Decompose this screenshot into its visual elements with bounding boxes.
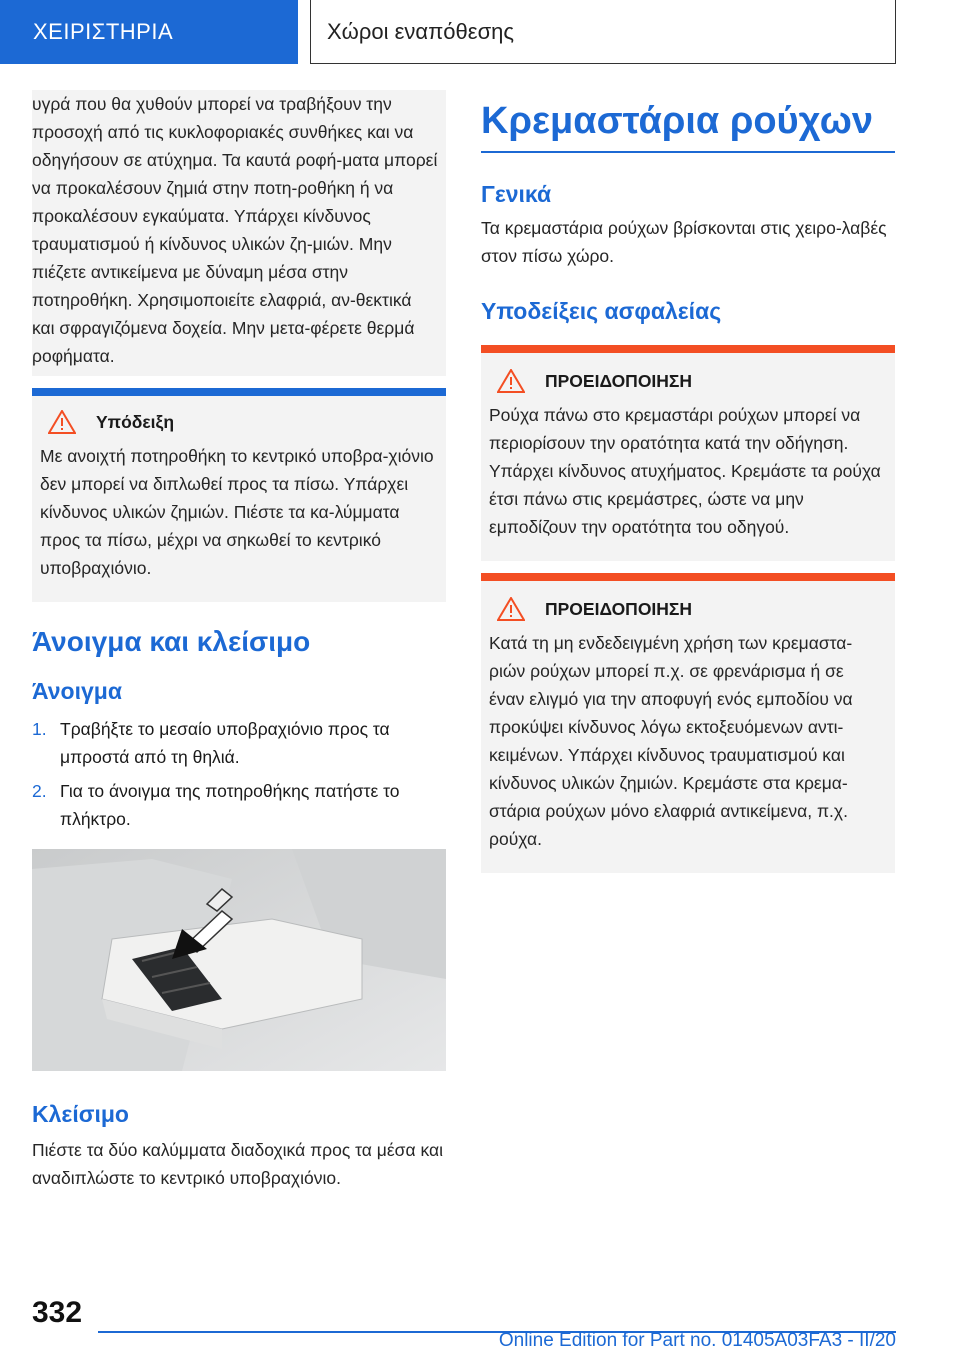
- warning-text: Ρούχα πάνω στο κρεμαστάρι ρούχων μπορεί να περιορίσουν την ορατότητα κατά την οδήγηση. Υπάρχει κίνδυνος ατυχήματος. Κρεμάστε τα ρούχα έτσι πάνω στις κρεμάστρες, ώστε να μην εμποδίζουν την ορατότητα του οδηγού.: [489, 405, 881, 537]
- step-number: 1.: [32, 719, 47, 739]
- armrest-illustration: [32, 849, 446, 1071]
- warning-triangle-icon: [497, 369, 525, 393]
- clothes-hooks-title: Κρεμαστάρια ρούχων: [481, 100, 895, 153]
- note-text: Με ανοιχτή ποτηροθήκη το κεντρικό υποβρα-χιόνιο δεν μπορεί να διπλωθεί προς τα πίσω. Υπάρχει κίνδυνος υλικών ζημιών. Πιέστε τα κα-λύμματα προς τα πίσω, μέχρι να σηκωθεί το κεντρικό υποβραχιόνιο.: [40, 446, 434, 578]
- warning-box-1: [481, 345, 895, 561]
- warning-box-2: [481, 573, 895, 873]
- general-subtitle: Γενικά: [481, 181, 552, 207]
- open-close-section-title: Άνοιγμα και κλείσιμο: [32, 626, 311, 657]
- warning-triangle-icon: [48, 410, 76, 434]
- intro-text-box: [32, 90, 446, 376]
- note-box: [32, 388, 446, 602]
- warning-header: [489, 597, 883, 621]
- step-item: [32, 777, 446, 833]
- step-text: Τραβήξτε το μεσαίο υποβραχιόνιο προς τα μπροστά από τη θηλιά.: [60, 719, 390, 767]
- close-subtitle: Κλείσιμο: [32, 1101, 129, 1127]
- step-item: [32, 715, 446, 771]
- warning-text: Κατά τη μη ενδεδειγμένη χρήση των κρεμαστα-ριών ρούχων μπορεί π.χ. σε φρενάρισμα ή σε έναν ελιγμό για την αποφυγή ενός εμποδίου να προκύψει κίνδυνος λόγω εκτοξευόμενων αντι-κειμένων. Υπάρχει κίνδυνος τραυματισμού και κίνδυνος υλικών ζημιών. Κρεμάστε στα κρεμα-στάρια ρούχων μόνο ελαφριά αντικείμενα, π.χ. ρούχα.: [489, 633, 853, 849]
- intro-text: υγρά που θα χυθούν μπορεί να τραβήξουν την προσοχή από τις κυκλοφοριακές συνθήκες και να οδηγήσουν σε ατύχημα. Τα καυτά ροφή-ματα μπορεί να προκαλέσουν ζημιά στην ποτη-ροθήκη ή να προκαλέσουν εγκαύματα. Υπάρχει κίνδυνος τραυματισμού ή κίνδυνος υλικών ζη-μιών. Μην πιέζετε αντικείμενα με δύναμη μέσα στην ποτηροθήκη. Χρησιμοποιείτε ελαφριά, αν-θεκτικά και σφραγιζόμενα δοχεία. Μην μετα-φέρετε θερμά ροφήματα.: [32, 94, 438, 366]
- note-header: [32, 410, 446, 434]
- step-text: Για το άνοιγμα της ποτηροθήκης πατήστε το πλήκτρο.: [60, 781, 400, 829]
- step-number: 2.: [32, 781, 47, 801]
- header-section-label: ΧΕΙΡΙΣΤΗΡΙΑ: [0, 0, 298, 64]
- close-text: Πιέστε τα δύο καλύμματα διαδοχικά προς τα μέσα και αναδιπλώστε το κεντρικό υποβραχιόνιο.: [32, 1140, 443, 1188]
- warning-header: [489, 369, 883, 393]
- warning-triangle-icon: [497, 597, 525, 621]
- note-title: Υπόδειξη: [96, 411, 175, 432]
- left-column: [32, 90, 446, 1192]
- open-subtitle: Άνοιγμα: [32, 678, 122, 704]
- page-number: 332: [32, 1296, 83, 1329]
- safety-subtitle: Υποδείξεις ασφαλείας: [481, 298, 722, 324]
- warning-title: ΠΡΟΕΙΔΟΠΟΙΗΣΗ: [545, 598, 693, 619]
- armrest-cupholder-photo: [32, 849, 446, 1071]
- header-chapter-label: Χώροι εναπόθεσης: [310, 0, 896, 64]
- general-text: Τα κρεμαστάρια ρούχων βρίσκονται στις χειρο-λαβές στον πίσω χώρο.: [481, 218, 887, 266]
- footer-edition: Online Edition for Part no. 01405A03FA3 - II/20: [498, 1330, 896, 1351]
- open-steps-list: [32, 715, 446, 833]
- right-column: [481, 100, 895, 873]
- warning-title: ΠΡΟΕΙΔΟΠΟΙΗΣΗ: [545, 370, 693, 391]
